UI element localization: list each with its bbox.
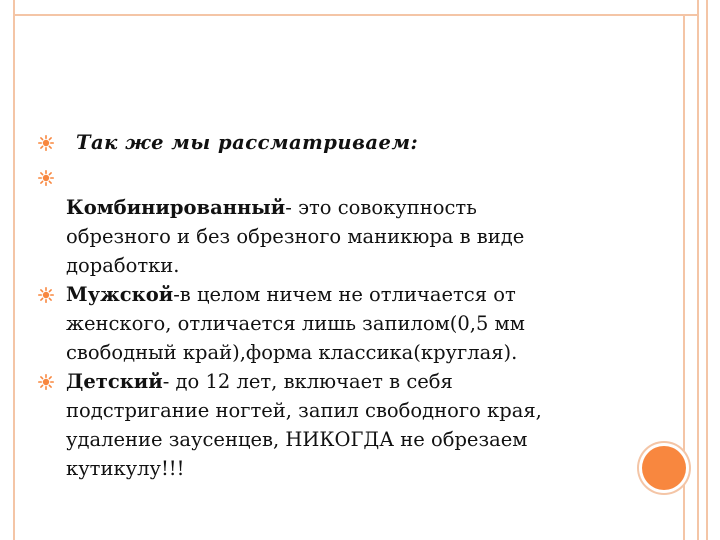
kids-line-2: подстригание ногтей, запил свободного края, [66,399,542,422]
intro-heading: Так же мы рассматриваем: [76,131,419,154]
slide-content [38,128,638,483]
frame-line-right-middle [697,0,699,540]
mens-line-1: -в целом ничем не отличается от [173,283,516,306]
bullet-item-kids [38,367,638,483]
term-combined: Комбинированный [66,196,286,219]
term-mens: Мужской [66,283,174,306]
combined-line-3: доработки. [66,254,180,277]
kids-line-4: кутикулу!!! [66,457,185,480]
combined-line-2: обрезного и без обрезного маникюра в виде [66,225,525,248]
frame-line-top [13,14,698,16]
accent-circle [642,446,686,490]
bullet-item-intro [38,128,638,157]
mens-line-2: женского, отличается лишь запилом(0,5 мм [66,312,525,335]
term-kids: Детский [66,370,163,393]
bullet-item-mens [38,280,638,367]
mens-line-3: свободный край),форма классика(круглая). [66,341,518,364]
kids-line-1: - до 12 лет, включает в себя [162,370,453,393]
bullet-item-empty [38,163,638,193]
sun-icon [38,135,54,151]
sun-icon [38,287,54,303]
sun-icon [38,170,54,186]
combined-line-1: - это совокупность [285,196,477,219]
kids-line-3: удаление заусенцев, НИКОГДА не обрезаем [66,428,528,451]
sun-icon [38,374,54,390]
bullet-item-combined [38,193,638,280]
frame-line-right-outer [706,0,708,540]
frame-line-left [13,0,15,540]
